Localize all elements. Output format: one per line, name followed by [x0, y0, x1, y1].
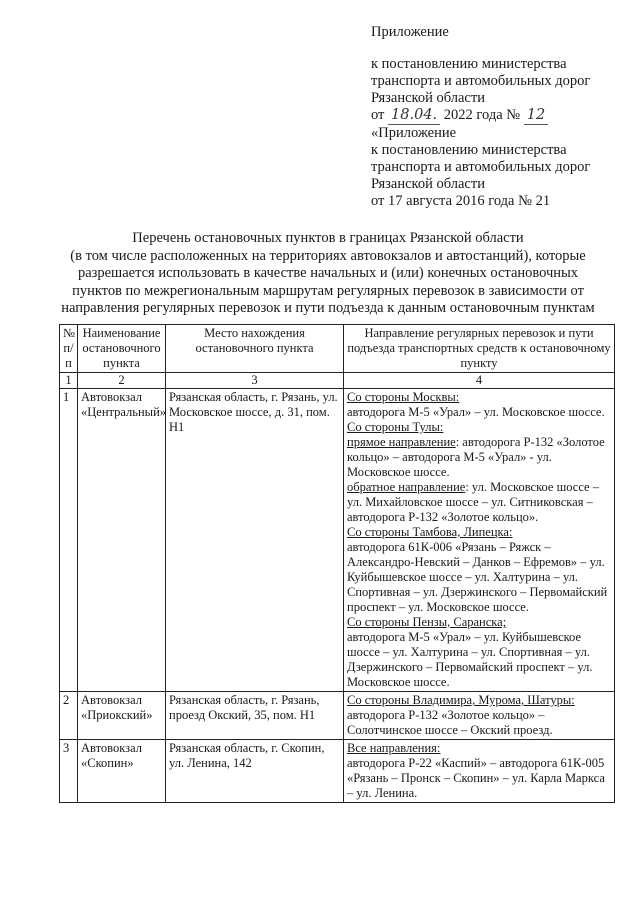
document-title: Перечень остановочных пунктов в границах Рязанской области (в том числе расположенных на территориях автовокзалов и автостанций), которые разрешается использовать в качестве начальных и (или) конечных остановочных пунктов по межрегиональным маршрутам регулярных перевозок в зависимости от направления регулярных перевозок и пути подъезда к данным остановочным пунктам	[61, 230, 595, 316]
stop-location: Рязанская область, г. Рязань, проезд Окский, 35, пом. Н1	[166, 692, 344, 740]
stop-name: Автовокзал «Приокский»	[78, 692, 166, 740]
handwritten-date: 18.04.	[388, 107, 440, 125]
region-line-2: Рязанской области	[371, 176, 485, 192]
stop-location: Рязанская область, г. Рязань, ул. Московское шоссе, д. 31, пом. Н1	[166, 389, 344, 692]
table-row	[60, 692, 615, 740]
stop-directions: Со стороны Москвы: автодорога М-5 «Урал» – ул. Московское шоссе. Со стороны Тулы: прямое направление: автодорога Р-132 «Золотое кольцо» – автодорога М-5 «Урал» - ул. Московское шоссе. обратное направление: ул. Московское шоссе – ул. Михайловское шоссе – ул. Ситниковская – автодорога Р-132 «Золотое кольцо». Со стороны Тамбова, Липецка: автодорога 61К-006 «Рязань – Ряжск – Александро-Невский – Данков – Ефремов» – ул. Куйбышевское шоссе – ул. Халтурина – ул. Спортивная – ул. Дзержинского – Первомайский проспект – ул. Московское шоссе. Со стороны Пензы, Саранска; автодорога М-5 «Урал» – ул. Куйбышевское шоссе – ул. Халтурина – ул. Спортивная – ул. Дзержинского – Первомайский проспект – ул. Московское шоссе.	[344, 389, 615, 692]
resolution-date: от 18.04. 2022 года № 12	[371, 107, 590, 125]
handwritten-number: 12	[524, 107, 548, 125]
appendix-label: Приложение	[371, 24, 449, 40]
resolution-line: к постановлению министерства	[371, 56, 567, 72]
ministry-line-2: транспорта и автомобильных дорог	[371, 159, 591, 175]
stop-directions: Все направления: автодорога Р-22 «Каспий» – автодорога 61К-005 «Рязань – Пронск – Скопин» – ул. Карла Маркса – ул. Ленина.	[344, 740, 615, 803]
header-num: № п/п	[60, 325, 78, 373]
appendix-header	[371, 24, 590, 210]
stop-name: Автовокзал «Скопин»	[78, 740, 166, 803]
stop-directions: Со стороны Владимира, Мурома, Шатуры: автодорога Р-132 «Золотое кольцо» – Солотчинское шоссе – Окский проезд.	[344, 692, 615, 740]
header-location: Место нахождения остановочного пункта	[166, 325, 344, 373]
table-row	[60, 740, 615, 803]
row-num: 3	[60, 740, 78, 803]
stop-name: Автовокзал «Центральный»	[78, 389, 166, 692]
resolution-line-2: к постановлению министерства	[371, 142, 567, 158]
row-num: 2	[60, 692, 78, 740]
table-row	[60, 389, 615, 692]
header-name: Наименование остановочного пункта	[78, 325, 166, 373]
old-resolution-date: от 17 августа 2016 года № 21	[371, 193, 551, 209]
ministry-line: транспорта и автомобильных дорог	[371, 73, 591, 89]
header-direction: Направление регулярных перевозок и пути подъезда транспортных средств к остановочному пункту	[344, 325, 615, 373]
stop-location: Рязанская область, г. Скопин, ул. Ленина, 142	[166, 740, 344, 803]
region-line: Рязанской области	[371, 90, 485, 106]
bus-stops-table	[59, 324, 615, 803]
table-header-row	[60, 325, 615, 373]
row-num: 1	[60, 389, 78, 692]
column-number-row: 1 2 3 4	[60, 373, 615, 389]
quoted-appendix-label: «Приложение	[371, 125, 457, 141]
